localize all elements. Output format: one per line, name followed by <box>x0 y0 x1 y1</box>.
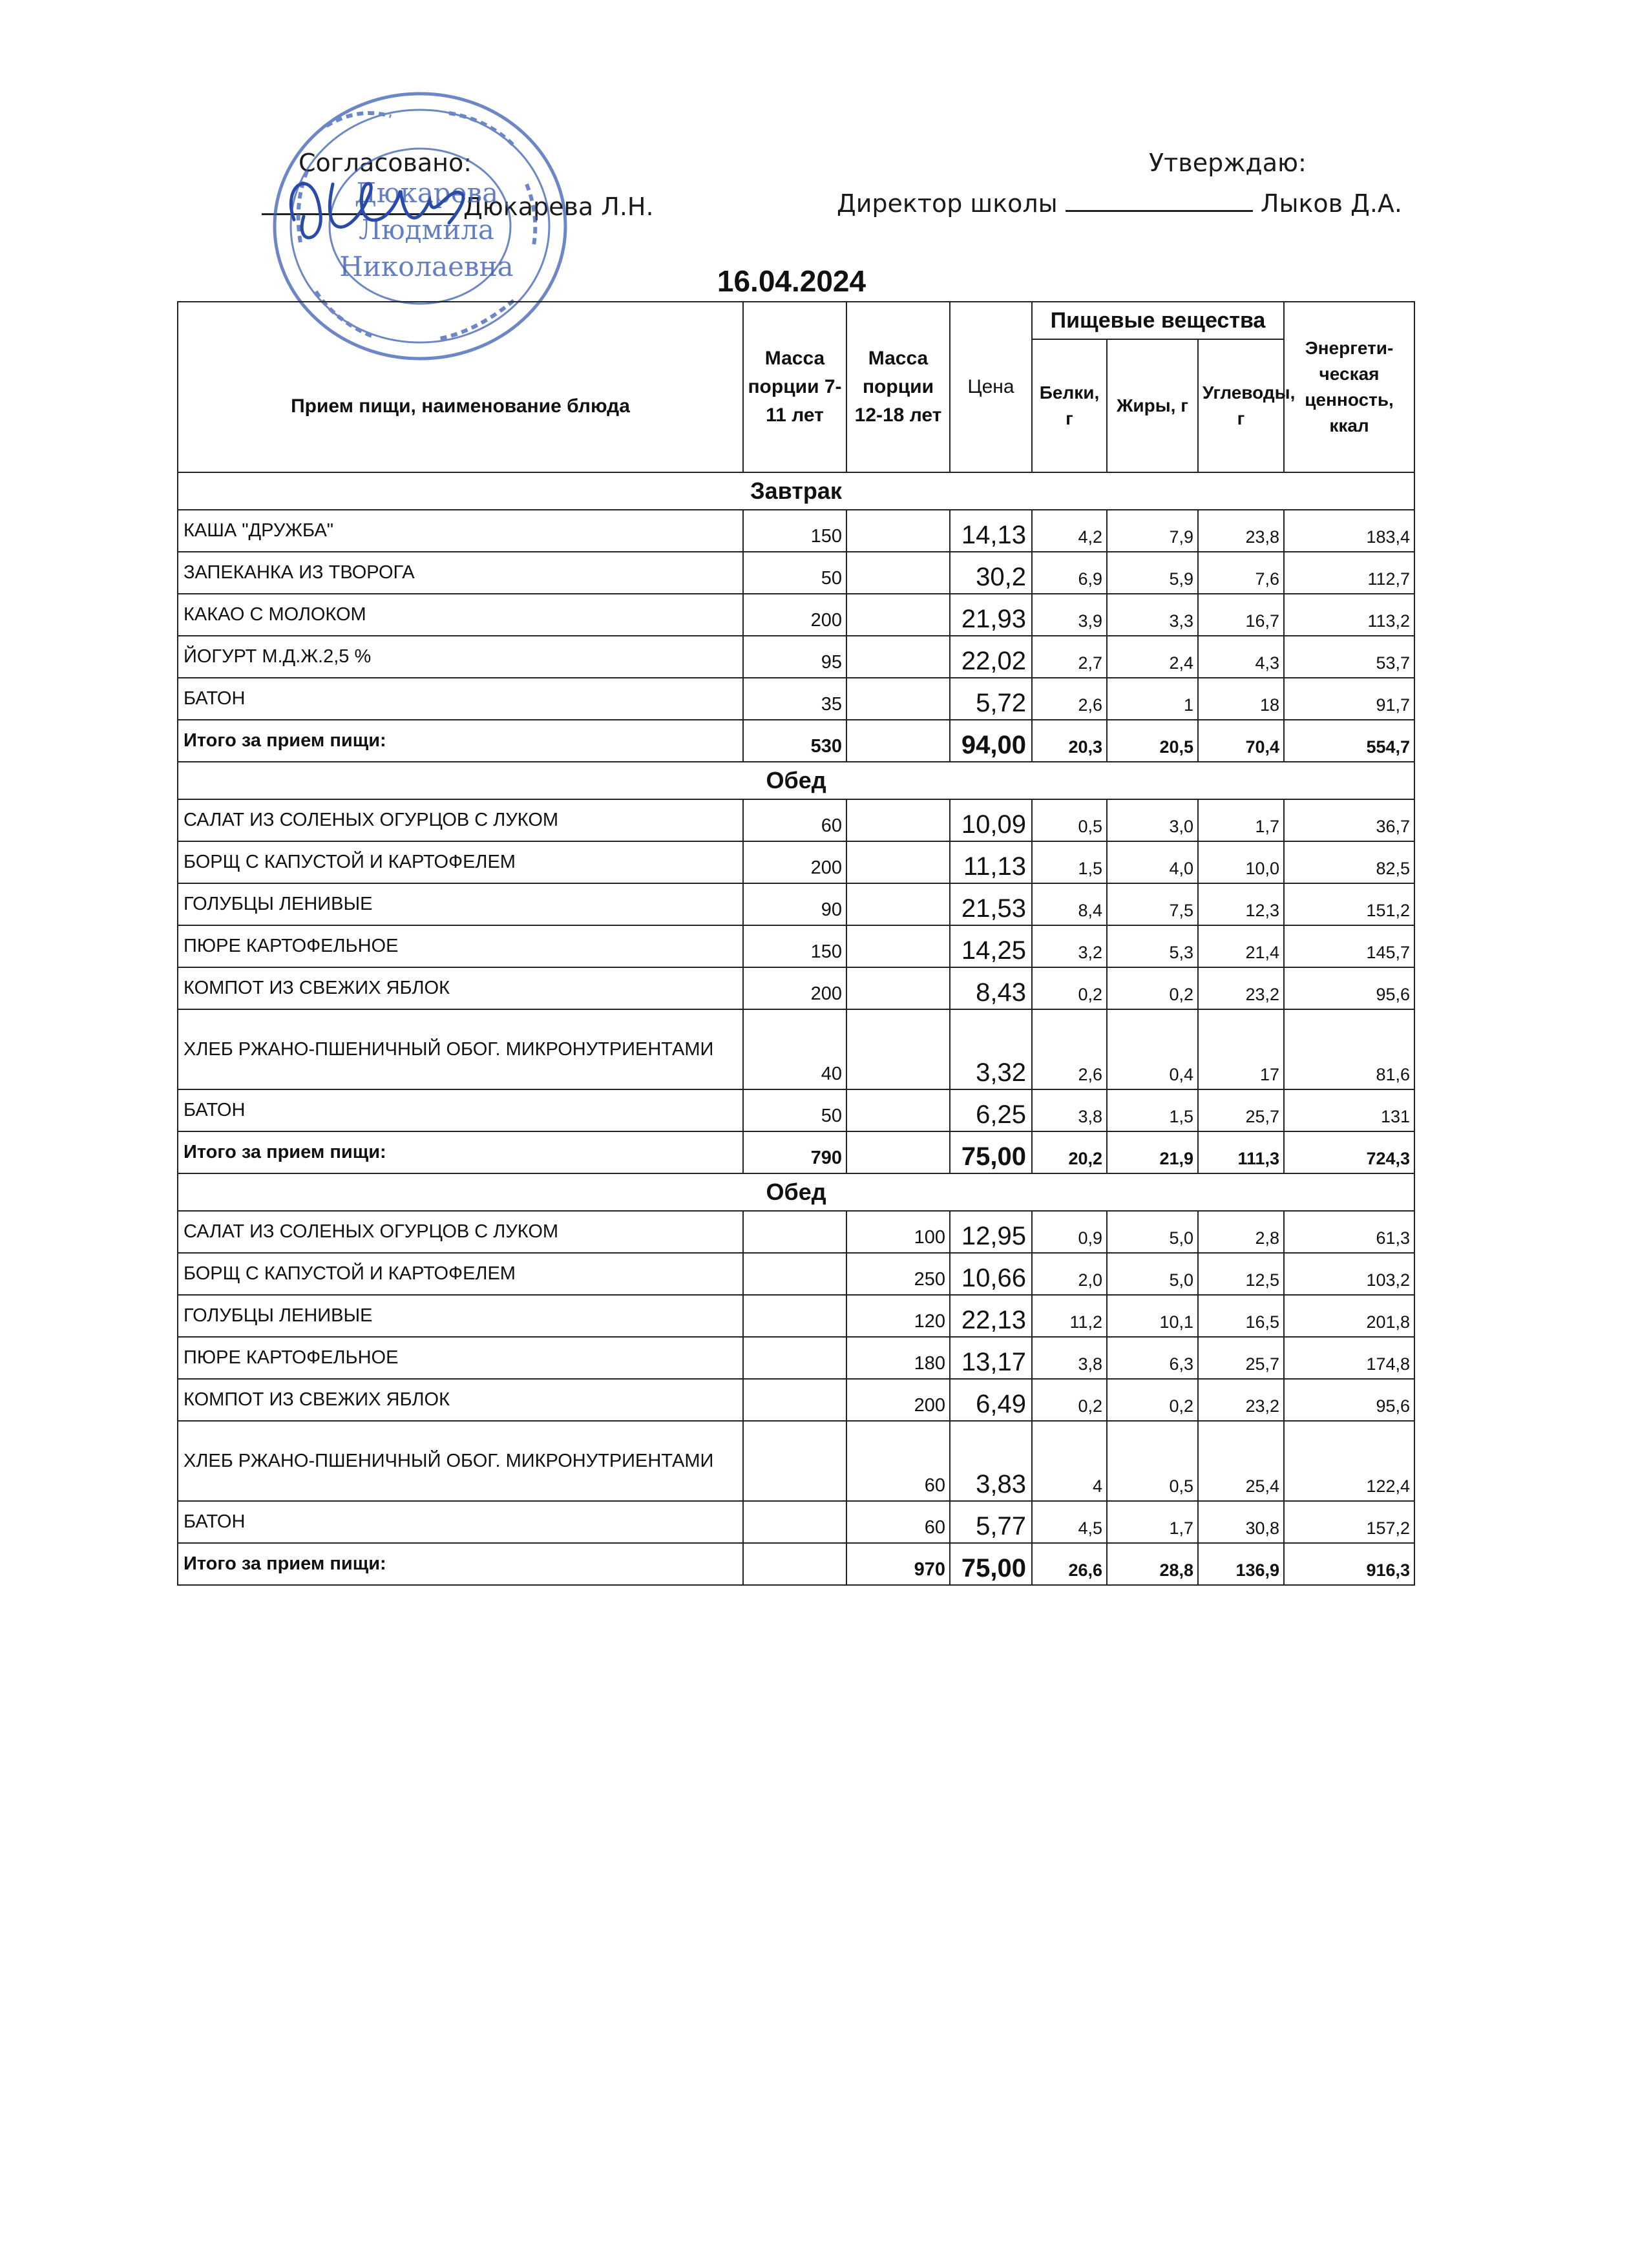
col-nutrients-header: Пищевые вещества <box>1032 302 1284 339</box>
protein-cell: 26,6 <box>1032 1543 1107 1585</box>
mass-12-18-cell <box>846 552 950 594</box>
protein-cell: 3,8 <box>1032 1337 1107 1379</box>
price-cell: 3,83 <box>950 1421 1032 1501</box>
table-row <box>178 1379 1414 1421</box>
protein-cell: 3,9 <box>1032 594 1107 636</box>
energy-cell: 82,5 <box>1284 841 1414 883</box>
meal-section-header <box>178 762 1414 799</box>
director-signature-line <box>1066 191 1253 212</box>
agreed-name: Дюкарева Л.Н. <box>463 193 654 221</box>
price-cell: 6,25 <box>950 1089 1032 1131</box>
mass-7-11-cell: 530 <box>743 720 846 762</box>
price-cell: 94,00 <box>950 720 1032 762</box>
meal-title: Завтрак <box>178 472 1414 510</box>
table-row <box>178 510 1414 552</box>
energy-cell: 122,4 <box>1284 1421 1414 1501</box>
carbs-cell: 136,9 <box>1198 1543 1284 1585</box>
mass-7-11-cell: 95 <box>743 636 846 678</box>
col-protein-header: Белки, г <box>1032 339 1107 472</box>
protein-cell: 20,2 <box>1032 1131 1107 1173</box>
price-cell: 14,13 <box>950 510 1032 552</box>
mass-12-18-cell <box>846 799 950 841</box>
price-cell: 14,25 <box>950 925 1032 967</box>
fat-cell: 5,9 <box>1107 552 1198 594</box>
carbs-cell: 2,8 <box>1198 1211 1284 1253</box>
price-cell: 8,43 <box>950 967 1032 1009</box>
carbs-cell: 17 <box>1198 1009 1284 1089</box>
dish-name-cell: ЗАПЕКАНКА ИЗ ТВОРОГА <box>178 552 743 594</box>
mass-12-18-cell <box>846 1009 950 1089</box>
dish-name-cell: ХЛЕБ РЖАНО-ПШЕНИЧНЫЙ ОБОГ. МИКРОНУТРИЕНТАМИ <box>178 1009 743 1089</box>
table-row <box>178 1009 1414 1089</box>
table-row <box>178 1295 1414 1337</box>
menu-table <box>177 301 1415 1586</box>
table-row <box>178 967 1414 1009</box>
fat-cell: 0,2 <box>1107 1379 1198 1421</box>
carbs-cell: 23,8 <box>1198 510 1284 552</box>
carbs-cell: 21,4 <box>1198 925 1284 967</box>
fat-cell: 2,4 <box>1107 636 1198 678</box>
protein-cell: 1,5 <box>1032 841 1107 883</box>
mass-12-18-cell: 250 <box>846 1253 950 1295</box>
table-row <box>178 1253 1414 1295</box>
price-cell: 3,32 <box>950 1009 1032 1089</box>
carbs-cell: 4,3 <box>1198 636 1284 678</box>
energy-cell: 916,3 <box>1284 1543 1414 1585</box>
fat-cell: 7,5 <box>1107 883 1198 925</box>
carbs-cell: 30,8 <box>1198 1501 1284 1543</box>
fat-cell: 4,0 <box>1107 841 1198 883</box>
protein-cell: 4,5 <box>1032 1501 1107 1543</box>
dish-name-cell: ПЮРЕ КАРТОФЕЛЬНОЕ <box>178 925 743 967</box>
table-row <box>178 841 1414 883</box>
table-row <box>178 1421 1414 1501</box>
mass-7-11-cell <box>743 1501 846 1543</box>
fat-cell: 0,2 <box>1107 967 1198 1009</box>
table-row <box>178 636 1414 678</box>
mass-12-18-cell: 100 <box>846 1211 950 1253</box>
fat-cell: 3,0 <box>1107 799 1198 841</box>
mass-7-11-cell <box>743 1543 846 1585</box>
stamp-name <box>339 177 513 282</box>
table-row <box>178 883 1414 925</box>
protein-cell: 8,4 <box>1032 883 1107 925</box>
energy-cell: 112,7 <box>1284 552 1414 594</box>
price-cell: 5,72 <box>950 678 1032 720</box>
carbs-cell: 16,7 <box>1198 594 1284 636</box>
table-row <box>178 1337 1414 1379</box>
agreed-label: Согласовано: <box>299 149 472 177</box>
dish-name-cell: ЙОГУРТ М.Д.Ж.2,5 % <box>178 636 743 678</box>
energy-cell: 151,2 <box>1284 883 1414 925</box>
carbs-cell: 23,2 <box>1198 967 1284 1009</box>
table-row <box>178 1501 1414 1543</box>
protein-cell: 2,6 <box>1032 1009 1107 1089</box>
protein-cell: 20,3 <box>1032 720 1107 762</box>
mass-7-11-cell: 200 <box>743 967 846 1009</box>
dish-name-cell: КАКАО С МОЛОКОМ <box>178 594 743 636</box>
fat-cell: 0,4 <box>1107 1009 1198 1089</box>
mass-7-11-cell: 60 <box>743 799 846 841</box>
mass-12-18-cell <box>846 510 950 552</box>
mass-7-11-cell: 90 <box>743 883 846 925</box>
price-cell: 13,17 <box>950 1337 1032 1379</box>
table-row <box>178 678 1414 720</box>
director-label: Директор школы <box>837 189 1058 218</box>
total-row <box>178 720 1414 762</box>
mass-12-18-cell <box>846 883 950 925</box>
carbs-cell: 25,4 <box>1198 1421 1284 1501</box>
carbs-cell: 7,6 <box>1198 552 1284 594</box>
dish-name-cell: ГОЛУБЦЫ ЛЕНИВЫЕ <box>178 883 743 925</box>
mass-12-18-cell: 200 <box>846 1379 950 1421</box>
energy-cell: 201,8 <box>1284 1295 1414 1337</box>
mass-12-18-cell <box>846 967 950 1009</box>
price-cell: 22,13 <box>950 1295 1032 1337</box>
stamp-line-2: Людмила <box>359 214 494 246</box>
mass-12-18-cell <box>846 678 950 720</box>
carbs-cell: 23,2 <box>1198 1379 1284 1421</box>
col-energy-header: Энергети-ческая ценность, ккал <box>1284 302 1414 472</box>
fat-cell: 21,9 <box>1107 1131 1198 1173</box>
protein-cell: 2,0 <box>1032 1253 1107 1295</box>
dish-name-cell: БАТОН <box>178 1089 743 1131</box>
dish-name-cell: САЛАТ ИЗ СОЛЕНЫХ ОГУРЦОВ С ЛУКОМ <box>178 799 743 841</box>
carbs-cell: 25,7 <box>1198 1337 1284 1379</box>
price-cell: 11,13 <box>950 841 1032 883</box>
price-cell: 75,00 <box>950 1131 1032 1173</box>
price-cell: 5,77 <box>950 1501 1032 1543</box>
fat-cell: 5,3 <box>1107 925 1198 967</box>
col-mass-12-18-header: Масса порции 12-18 лет <box>846 302 950 472</box>
dish-name-cell: КОМПОТ ИЗ СВЕЖИХ ЯБЛОК <box>178 1379 743 1421</box>
mass-7-11-cell <box>743 1253 846 1295</box>
carbs-cell: 18 <box>1198 678 1284 720</box>
carbs-cell: 70,4 <box>1198 720 1284 762</box>
director-line <box>837 189 1402 218</box>
dish-name-cell: БАТОН <box>178 678 743 720</box>
fat-cell: 1 <box>1107 678 1198 720</box>
fat-cell: 3,3 <box>1107 594 1198 636</box>
mass-7-11-cell: 40 <box>743 1009 846 1089</box>
energy-cell: 554,7 <box>1284 720 1414 762</box>
price-cell: 21,93 <box>950 594 1032 636</box>
mass-12-18-cell <box>846 720 950 762</box>
dish-name-cell: КАША "ДРУЖБА" <box>178 510 743 552</box>
mass-12-18-cell <box>846 636 950 678</box>
mass-7-11-cell: 200 <box>743 841 846 883</box>
energy-cell: 53,7 <box>1284 636 1414 678</box>
fat-cell: 5,0 <box>1107 1211 1198 1253</box>
fat-cell: 6,3 <box>1107 1337 1198 1379</box>
dish-name-cell: Итого за прием пищи: <box>178 1131 743 1173</box>
carbs-cell: 111,3 <box>1198 1131 1284 1173</box>
price-cell: 10,09 <box>950 799 1032 841</box>
energy-cell: 174,8 <box>1284 1337 1414 1379</box>
total-row <box>178 1543 1414 1585</box>
energy-cell: 131 <box>1284 1089 1414 1131</box>
dish-name-cell: ПЮРЕ КАРТОФЕЛЬНОЕ <box>178 1337 743 1379</box>
protein-cell: 0,2 <box>1032 1379 1107 1421</box>
stamp-line-1: Дюкарева <box>354 177 499 209</box>
energy-cell: 103,2 <box>1284 1253 1414 1295</box>
energy-cell: 724,3 <box>1284 1131 1414 1173</box>
mass-12-18-cell: 120 <box>846 1295 950 1337</box>
mass-12-18-cell <box>846 925 950 967</box>
carbs-cell: 1,7 <box>1198 799 1284 841</box>
table-row <box>178 925 1414 967</box>
col-mass-7-11-header: Масса порции 7-11 лет <box>743 302 846 472</box>
mass-12-18-cell: 60 <box>846 1501 950 1543</box>
energy-cell: 36,7 <box>1284 799 1414 841</box>
dish-name-cell: БОРЩ С КАПУСТОЙ И КАРТОФЕЛЕМ <box>178 1253 743 1295</box>
energy-cell: 157,2 <box>1284 1501 1414 1543</box>
mass-7-11-cell: 150 <box>743 925 846 967</box>
col-carbs-header: Углеводы, г <box>1198 339 1284 472</box>
mass-12-18-cell <box>846 1131 950 1173</box>
price-cell: 75,00 <box>950 1543 1032 1585</box>
protein-cell: 0,2 <box>1032 967 1107 1009</box>
fat-cell: 7,9 <box>1107 510 1198 552</box>
price-cell: 6,49 <box>950 1379 1032 1421</box>
col-price-header: Цена <box>950 302 1032 472</box>
mass-7-11-cell <box>743 1379 846 1421</box>
mass-7-11-cell <box>743 1337 846 1379</box>
fat-cell: 28,8 <box>1107 1543 1198 1585</box>
carbs-cell: 25,7 <box>1198 1089 1284 1131</box>
protein-cell: 4,2 <box>1032 510 1107 552</box>
menu-date: 16.04.2024 <box>717 264 867 298</box>
mass-7-11-cell <box>743 1211 846 1253</box>
table-row <box>178 1089 1414 1131</box>
dish-name-cell: ГОЛУБЦЫ ЛЕНИВЫЕ <box>178 1295 743 1337</box>
price-cell: 30,2 <box>950 552 1032 594</box>
mass-7-11-cell: 35 <box>743 678 846 720</box>
energy-cell: 61,3 <box>1284 1211 1414 1253</box>
carbs-cell: 16,5 <box>1198 1295 1284 1337</box>
director-name: Лыков Д.А. <box>1260 189 1402 218</box>
mass-12-18-cell: 180 <box>846 1337 950 1379</box>
protein-cell: 3,8 <box>1032 1089 1107 1131</box>
col-fat-header: Жиры, г <box>1107 339 1198 472</box>
price-cell: 21,53 <box>950 883 1032 925</box>
dish-name-cell: САЛАТ ИЗ СОЛЕНЫХ ОГУРЦОВ С ЛУКОМ <box>178 1211 743 1253</box>
energy-cell: 183,4 <box>1284 510 1414 552</box>
mass-12-18-cell: 970 <box>846 1543 950 1585</box>
energy-cell: 145,7 <box>1284 925 1414 967</box>
protein-cell: 4 <box>1032 1421 1107 1501</box>
protein-cell: 11,2 <box>1032 1295 1107 1337</box>
meal-title: Обед <box>178 762 1414 799</box>
fat-cell: 1,7 <box>1107 1501 1198 1543</box>
meal-section-header <box>178 1173 1414 1211</box>
energy-cell: 113,2 <box>1284 594 1414 636</box>
fat-cell: 1,5 <box>1107 1089 1198 1131</box>
stamp-line-3: Николаевна <box>339 251 514 282</box>
protein-cell: 2,6 <box>1032 678 1107 720</box>
mass-12-18-cell: 60 <box>846 1421 950 1501</box>
dish-name-cell: БОРЩ С КАПУСТОЙ И КАРТОФЕЛЕМ <box>178 841 743 883</box>
energy-cell: 81,6 <box>1284 1009 1414 1089</box>
meal-section-header <box>178 472 1414 510</box>
col-name-header: Прием пищи, наименование блюда <box>178 302 743 472</box>
carbs-cell: 12,5 <box>1198 1253 1284 1295</box>
mass-12-18-cell <box>846 1089 950 1131</box>
mass-7-11-cell <box>743 1295 846 1337</box>
mass-7-11-cell: 50 <box>743 1089 846 1131</box>
dish-name-cell: КОМПОТ ИЗ СВЕЖИХ ЯБЛОК <box>178 967 743 1009</box>
protein-cell: 3,2 <box>1032 925 1107 967</box>
approve-label: Утверждаю: <box>1149 149 1307 177</box>
mass-7-11-cell: 790 <box>743 1131 846 1173</box>
mass-12-18-cell <box>846 841 950 883</box>
carbs-cell: 12,3 <box>1198 883 1284 925</box>
mass-7-11-cell: 200 <box>743 594 846 636</box>
table-row <box>178 594 1414 636</box>
table-row <box>178 799 1414 841</box>
fat-cell: 20,5 <box>1107 720 1198 762</box>
protein-cell: 2,7 <box>1032 636 1107 678</box>
price-cell: 10,66 <box>950 1253 1032 1295</box>
price-cell: 22,02 <box>950 636 1032 678</box>
energy-cell: 95,6 <box>1284 967 1414 1009</box>
fat-cell: 5,0 <box>1107 1253 1198 1295</box>
dish-name-cell: Итого за прием пищи: <box>178 1543 743 1585</box>
dish-name-cell: ХЛЕБ РЖАНО-ПШЕНИЧНЫЙ ОБОГ. МИКРОНУТРИЕНТАМИ <box>178 1421 743 1501</box>
protein-cell: 0,5 <box>1032 799 1107 841</box>
menu-body <box>178 472 1414 1585</box>
energy-cell: 91,7 <box>1284 678 1414 720</box>
mass-7-11-cell <box>743 1421 846 1501</box>
meal-title: Обед <box>178 1173 1414 1211</box>
energy-cell: 95,6 <box>1284 1379 1414 1421</box>
carbs-cell: 10,0 <box>1198 841 1284 883</box>
fat-cell: 10,1 <box>1107 1295 1198 1337</box>
price-cell: 12,95 <box>950 1211 1032 1253</box>
table-row <box>178 1211 1414 1253</box>
protein-cell: 0,9 <box>1032 1211 1107 1253</box>
dish-name-cell: БАТОН <box>178 1501 743 1543</box>
mass-12-18-cell <box>846 594 950 636</box>
protein-cell: 6,9 <box>1032 552 1107 594</box>
fat-cell: 0,5 <box>1107 1421 1198 1501</box>
dish-name-cell: Итого за прием пищи: <box>178 720 743 762</box>
mass-7-11-cell: 50 <box>743 552 846 594</box>
table-row <box>178 552 1414 594</box>
total-row <box>178 1131 1414 1173</box>
mass-7-11-cell: 150 <box>743 510 846 552</box>
